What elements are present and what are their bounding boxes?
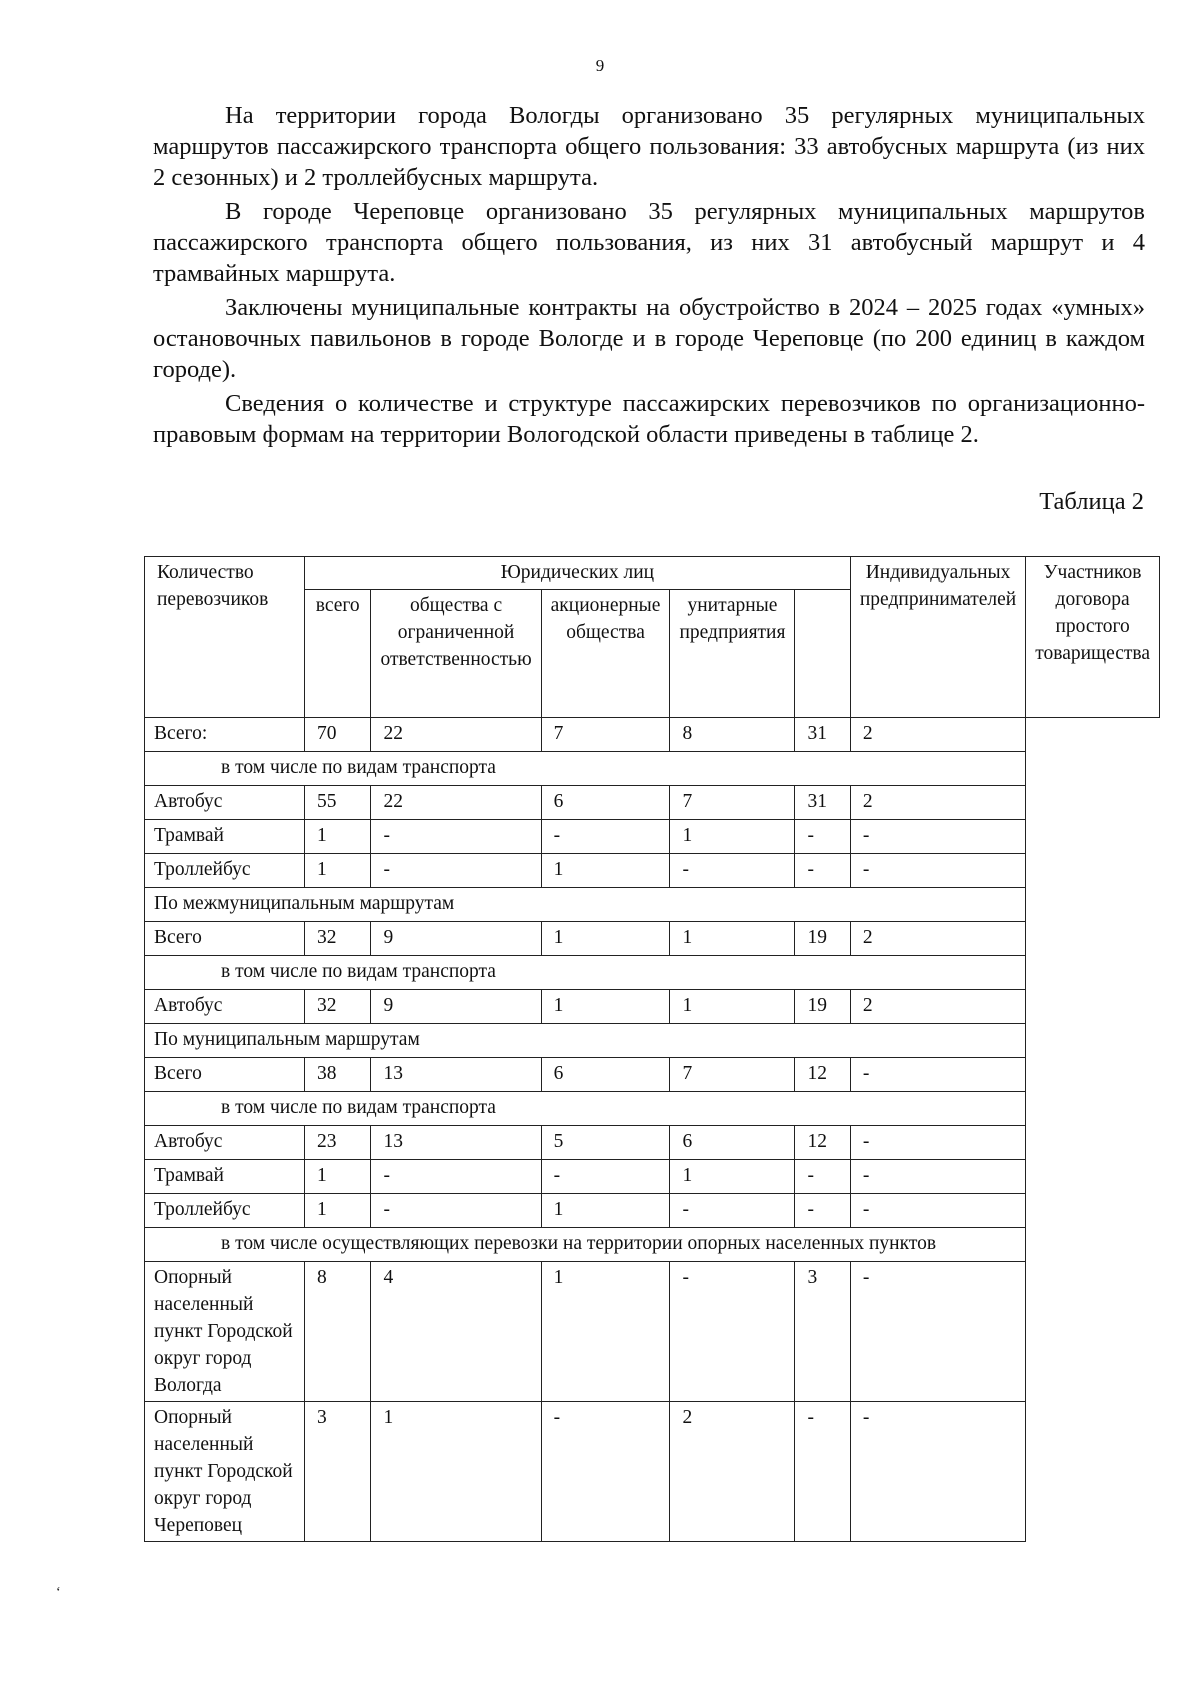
cell: 1 bbox=[541, 1194, 670, 1228]
cell: - bbox=[670, 854, 795, 888]
cell: 12 bbox=[795, 1126, 850, 1160]
cell: 5 bbox=[541, 1126, 670, 1160]
cell: 32 bbox=[304, 990, 370, 1024]
cell: - bbox=[670, 1194, 795, 1228]
cell: 12 bbox=[795, 1058, 850, 1092]
table-row bbox=[145, 1402, 1160, 1542]
cell: 1 bbox=[304, 854, 370, 888]
cell: 2 bbox=[670, 1402, 795, 1542]
cell: 19 bbox=[795, 990, 850, 1024]
cell: - bbox=[795, 854, 850, 888]
cell: 2 bbox=[850, 718, 1025, 752]
row-label: Троллейбус bbox=[145, 1194, 305, 1228]
row-label: Троллейбус bbox=[145, 854, 305, 888]
table-row bbox=[145, 718, 1160, 752]
section-row bbox=[145, 956, 1160, 990]
cell: 1 bbox=[670, 922, 795, 956]
section-label: По межмуниципальным маршрутам bbox=[145, 888, 1026, 922]
header-individual: Индивидуальных предпринимателей bbox=[850, 557, 1025, 718]
row-label: Трамвай bbox=[145, 1160, 305, 1194]
table-row bbox=[145, 990, 1160, 1024]
cell: 1 bbox=[304, 1160, 370, 1194]
section-label: в том числе осуществляющих перевозки на территории опорных населенных пунктов bbox=[145, 1228, 1026, 1262]
cell: - bbox=[541, 820, 670, 854]
cell: 6 bbox=[670, 1126, 795, 1160]
cell: - bbox=[850, 820, 1025, 854]
carriers-table bbox=[144, 556, 1160, 1542]
cell: 32 bbox=[304, 922, 370, 956]
table-row bbox=[145, 1262, 1160, 1402]
table-row bbox=[145, 922, 1160, 956]
row-label: Автобус bbox=[145, 1126, 305, 1160]
cell: 31 bbox=[795, 718, 850, 752]
cell: - bbox=[795, 1194, 850, 1228]
header-partnership: Участников договора простого товарищества bbox=[1026, 557, 1160, 718]
cell: 1 bbox=[670, 1160, 795, 1194]
cell: - bbox=[541, 1402, 670, 1542]
header-jsc: акционерные общества bbox=[541, 590, 670, 718]
section-label: в том числе по видам транспорта bbox=[145, 1092, 1026, 1126]
cell: - bbox=[795, 1160, 850, 1194]
row-label: Трамвай bbox=[145, 820, 305, 854]
cell: 9 bbox=[371, 990, 541, 1024]
cell: 1 bbox=[670, 990, 795, 1024]
cell: 9 bbox=[371, 922, 541, 956]
cell: 2 bbox=[850, 786, 1025, 820]
cell: - bbox=[371, 1194, 541, 1228]
cell: - bbox=[795, 820, 850, 854]
page-number: 9 bbox=[595, 56, 605, 75]
cell: 6 bbox=[541, 1058, 670, 1092]
cell: - bbox=[371, 820, 541, 854]
cell: 3 bbox=[795, 1262, 850, 1402]
cell: 3 bbox=[304, 1402, 370, 1542]
cell: 2 bbox=[850, 922, 1025, 956]
section-row bbox=[145, 888, 1160, 922]
table-row bbox=[145, 820, 1160, 854]
table-row bbox=[145, 854, 1160, 888]
table-row bbox=[145, 1194, 1160, 1228]
section-row bbox=[145, 752, 1160, 786]
cell: - bbox=[371, 1160, 541, 1194]
cell: - bbox=[850, 1126, 1025, 1160]
cell: - bbox=[850, 1058, 1025, 1092]
row-label: Опорный населенный пункт Городской округ город Вологда bbox=[145, 1262, 305, 1402]
cell: 7 bbox=[541, 718, 670, 752]
row-label: Автобус bbox=[145, 990, 305, 1024]
cell: 8 bbox=[304, 1262, 370, 1402]
cell: 55 bbox=[304, 786, 370, 820]
row-label: Всего: bbox=[145, 718, 305, 752]
cell: - bbox=[371, 854, 541, 888]
section-label: По муниципальным маршрутам bbox=[145, 1024, 1026, 1058]
cell: 23 bbox=[304, 1126, 370, 1160]
cell: 22 bbox=[371, 718, 541, 752]
row-label: Всего bbox=[145, 1058, 305, 1092]
cell: 8 bbox=[670, 718, 795, 752]
cell: 1 bbox=[304, 1194, 370, 1228]
cell: 1 bbox=[541, 854, 670, 888]
header-llc: общества с ограниченной ответственностью bbox=[371, 590, 541, 718]
cell: 13 bbox=[371, 1126, 541, 1160]
cell: 1 bbox=[304, 820, 370, 854]
cell: 70 bbox=[304, 718, 370, 752]
table-row bbox=[145, 786, 1160, 820]
row-label: Автобус bbox=[145, 786, 305, 820]
paragraph: Сведения о количестве и структуре пассажирских перевозчиков по организационно-правовым формам на территории Вологодской области приведены в таблице 2. bbox=[153, 390, 1145, 448]
row-label: Всего bbox=[145, 922, 305, 956]
cell: 7 bbox=[670, 1058, 795, 1092]
cell: 2 bbox=[850, 990, 1025, 1024]
cell: 31 bbox=[795, 786, 850, 820]
cell: 19 bbox=[795, 922, 850, 956]
header-unitary: унитарные предприятия bbox=[670, 590, 795, 718]
cell: 4 bbox=[371, 1262, 541, 1402]
section-row bbox=[145, 1228, 1160, 1262]
cell: - bbox=[850, 1402, 1025, 1542]
table-row bbox=[145, 1058, 1160, 1092]
header-carriers-count: Количество перевозчиков bbox=[145, 557, 305, 718]
body-text bbox=[153, 100, 1145, 453]
cell: - bbox=[850, 1160, 1025, 1194]
cell: 1 bbox=[371, 1402, 541, 1542]
header-legal-entities: Юридических лиц bbox=[304, 557, 850, 590]
cell: 7 bbox=[670, 786, 795, 820]
table-row bbox=[145, 1126, 1160, 1160]
cell: 1 bbox=[541, 922, 670, 956]
cell: - bbox=[670, 1262, 795, 1402]
cell: - bbox=[795, 1402, 850, 1542]
header-total: всего bbox=[304, 590, 370, 718]
cell: 1 bbox=[541, 990, 670, 1024]
cell: 38 bbox=[304, 1058, 370, 1092]
paragraph: На территории города Вологды организовано 35 регулярных муниципальных маршрутов пассажирского транспорта общего пользования: 33 автобусных маршрута (из них 2 сезонных) и 2 троллейбусных маршрута. bbox=[153, 102, 1145, 191]
cell: 1 bbox=[541, 1262, 670, 1402]
section-row bbox=[145, 1092, 1160, 1126]
row-label: Опорный населенный пункт Городской округ город Череповец bbox=[145, 1402, 305, 1542]
cell: 1 bbox=[670, 820, 795, 854]
cell: 13 bbox=[371, 1058, 541, 1092]
scan-mark: ‘ bbox=[56, 1585, 61, 1600]
cell: - bbox=[850, 1194, 1025, 1228]
paragraph: Заключены муниципальные контракты на обустройство в 2024 – 2025 годах «умных» остановочных павильонов в городе Вологде и в городе Череповце (по 200 единиц в каждом городе). bbox=[153, 294, 1145, 383]
table-row bbox=[145, 1160, 1160, 1194]
cell: - bbox=[850, 854, 1025, 888]
cell: - bbox=[850, 1262, 1025, 1402]
paragraph: В городе Череповце организовано 35 регулярных муниципальных маршрутов пассажирского транспорта общего пользования, из них 31 автобусный маршрут и 4 трамвайных маршрута. bbox=[153, 198, 1145, 287]
cell: 22 bbox=[371, 786, 541, 820]
section-label: в том числе по видам транспорта bbox=[145, 752, 1026, 786]
section-label: в том числе по видам транспорта bbox=[145, 956, 1026, 990]
cell: 6 bbox=[541, 786, 670, 820]
table-caption: Таблица 2 bbox=[1039, 488, 1144, 515]
cell: - bbox=[541, 1160, 670, 1194]
section-row bbox=[145, 1024, 1160, 1058]
